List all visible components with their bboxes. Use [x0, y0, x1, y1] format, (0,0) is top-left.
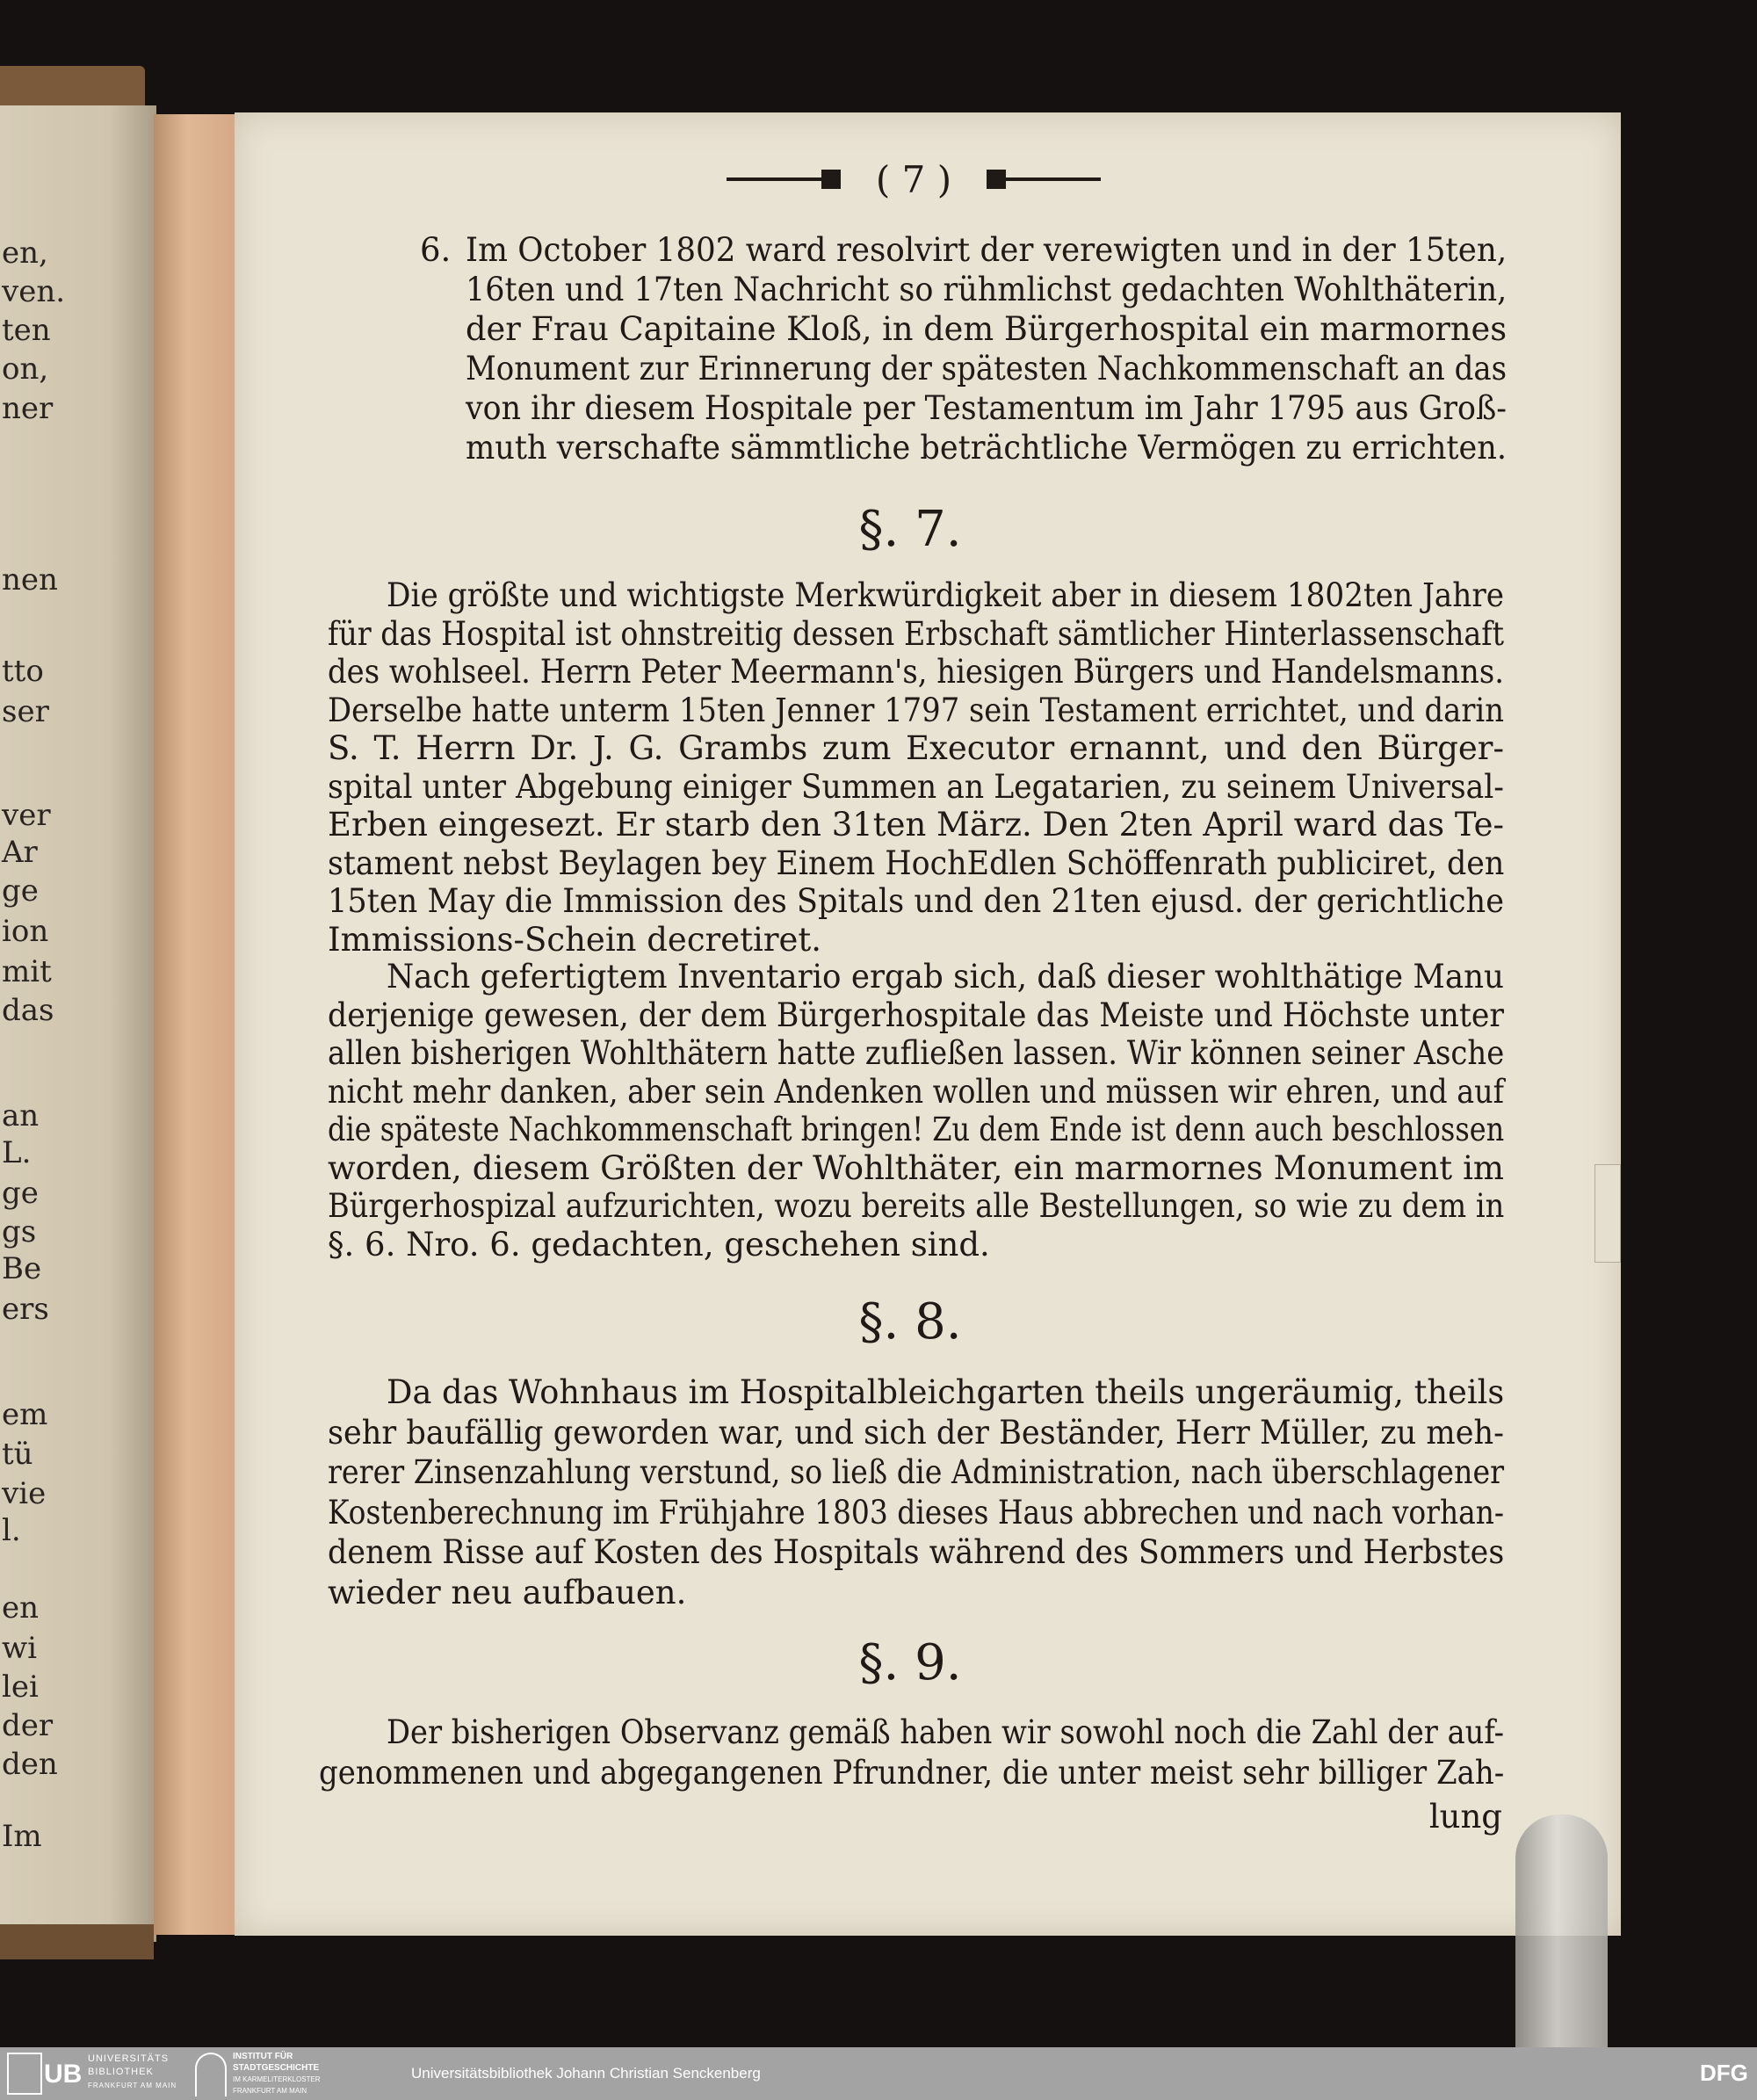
ub-name: [88, 2053, 177, 2092]
section-heading-7: §. 7.: [858, 501, 962, 558]
page-clip: [1515, 1814, 1608, 2047]
text-line: allen bisherigen Wohlthätern hatte zufließen lassen. Wir können seiner Asche: [328, 1034, 1505, 1072]
text-line: Im October 1802 ward resolvirt der verewigten und in der 15ten,: [466, 231, 1508, 269]
text-line: Nach gefertigtem Inventario ergab sich, daß dieser wohlthätige Manu: [387, 958, 1504, 996]
dfg-logo: DFG: [1700, 2060, 1748, 2086]
text-line: Die größte und wichtigste Merkwürdigkeit aber in diesem 1802ten Jahre: [387, 576, 1504, 614]
text-line: Da das Wohnhaus im Hospitalbleichgarten theils ungeräumig, theils: [387, 1373, 1505, 1411]
left-page-fragment: en: [2, 1590, 40, 1626]
left-page-fragment: ner: [2, 391, 54, 426]
text-line: derjenige gewesen, der dem Bürgerhospitale das Meiste und Höchste unter: [328, 996, 1504, 1034]
left-page-fragment: Be: [2, 1251, 42, 1286]
text-line: 15ten May die Immission des Spitals und den 21ten ejusd. der gerichtliche: [328, 882, 1504, 920]
library-name: Universitätsbibliothek Johann Christian Senckenberg: [411, 2065, 761, 2082]
left-page-fragment: L.: [2, 1135, 32, 1170]
left-page-fragment: Im: [2, 1819, 42, 1854]
text-line: Derselbe hatte unterm 15ten Jenner 1797 sein Testament errichtet, und darin: [328, 691, 1505, 729]
text-line: rerer Zinsenzahlung verstund, so ließ die Administration, nach überschlagener: [328, 1453, 1505, 1491]
left-page-fragment: mit: [2, 954, 52, 989]
text-line: Monument zur Erinnerung der spätesten Nachkommenschaft an das: [466, 350, 1507, 387]
text-line: spital unter Abgebung einiger Summen an Legatarien, zu seinem Universal-: [328, 767, 1504, 806]
text-line: wieder neu aufbauen.: [328, 1573, 687, 1611]
text-line: von ihr diesem Hospitale per Testamentum im Jahr 1795 aus Groß-: [466, 389, 1507, 427]
book-spine: [154, 114, 237, 1935]
left-page-fragment: das: [2, 993, 54, 1028]
left-page-fragment: Ar: [2, 835, 38, 870]
left-page-fragment: wi: [2, 1631, 37, 1666]
left-page-fragment: gs: [2, 1214, 37, 1249]
ub-name-line: BIBLIOTHEK: [88, 2067, 154, 2077]
text-line: S. T. Herrn Dr. J. G. Grambs zum Executor ernannt, und den Bürger-: [328, 729, 1504, 767]
text-line: nicht mehr danken, aber sein Andenken wollen und müssen wir ehren, und auf: [328, 1072, 1504, 1111]
text-line: sehr baufällig geworden war, und sich der Beständer, Herr Müller, zu meh-: [328, 1413, 1504, 1452]
footer-bar: [0, 2047, 1757, 2100]
text-line: Erben eingesezt. Er starb den 31ten März. Den 2ten April ward das Te-: [328, 806, 1504, 844]
catchword: lung: [1428, 1798, 1502, 1836]
text-line: Der bisherigen Observanz gemäß haben wir sowohl noch die Zahl der auf-: [387, 1713, 1505, 1751]
institut-arch-icon: [195, 2053, 227, 2096]
text-line: Immissions-Schein decretiret.: [328, 920, 822, 959]
ub-logo: UB: [44, 2060, 83, 2089]
left-page-fragment: den: [2, 1747, 58, 1782]
text-line: die späteste Nachkommenschaft bringen! Zu dem Ende ist denn auch beschlossen: [328, 1111, 1505, 1148]
text-line: Bürgerhospizal aufzurichten, wozu bereits alle Bestellungen, so wie zu dem in: [328, 1187, 1505, 1225]
institut-line: INSTITUT FÜR: [233, 2052, 293, 2061]
text-line: Kostenberechnung im Frühjahre 1803 dieses Haus abbrechen und nach vorhan-: [328, 1493, 1504, 1532]
ub-name-line: FRANKFURT AM MAIN: [88, 2082, 177, 2089]
left-page-fragment: ser: [2, 694, 49, 729]
text-line: stament nebst Beylagen bey Einem HochEdlen Schöffenrath publiciret, den: [328, 844, 1505, 882]
left-page-fragment: an: [2, 1098, 40, 1133]
section-heading-8: §. 8.: [858, 1293, 962, 1351]
ub-emblem-icon: [7, 2053, 42, 2095]
left-page-fragment: ver: [2, 798, 51, 833]
left-page-fragment: lei: [2, 1669, 39, 1705]
left-page-fragment: ers: [2, 1292, 49, 1327]
left-page-fragment: em: [2, 1397, 48, 1432]
institut-line: STADTGESCHICHTE: [233, 2063, 320, 2073]
text-line: denem Risse auf Kosten des Hospitals während des Sommers und Herbstes: [328, 1533, 1505, 1571]
left-page-fragment: vie: [2, 1476, 47, 1511]
left-page-fragment: ge: [2, 873, 39, 909]
left-page-fragment: en,: [2, 235, 48, 271]
left-page-fragment: on,: [2, 351, 49, 387]
left-page-fragment: tto: [2, 654, 44, 689]
left-page-fragment: ven.: [2, 274, 66, 309]
left-page-fragment: ten: [2, 313, 51, 348]
left-page-fragment: ge: [2, 1176, 39, 1211]
text-line: worden, diesem Größten der Wohlthäter, ein marmornes Monument im: [328, 1148, 1504, 1187]
left-page-fragment: der: [2, 1708, 54, 1743]
page-header: [712, 155, 1116, 204]
ornament-right-icon: [987, 173, 1101, 185]
text-line: der Frau Capitaine Kloß, in dem Bürgerhospital ein marmornes: [466, 310, 1508, 348]
text-line: §. 6. Nro. 6. gedachten, geschehen sind.: [328, 1225, 990, 1264]
text-line: für das Hospital ist ohnstreitig dessen Erbschaft sämtlicher Hinterlassenschaft: [328, 614, 1504, 653]
left-page-fragment: l.: [2, 1513, 21, 1548]
text-line: 16ten und 17ten Nachricht so rühmlichst gedachten Wohlthäterin,: [466, 271, 1508, 308]
item-number: 6.: [420, 231, 452, 269]
left-book-cover-bottom: [0, 1924, 154, 1959]
ornament-left-icon: [727, 173, 841, 185]
institut-line: FRANKFURT AM MAIN: [233, 2087, 307, 2095]
section-heading-9: §. 9.: [858, 1634, 962, 1691]
text-line: muth verschafte sämmtliche beträchtliche Vermögen zu errichten.: [466, 429, 1507, 467]
left-page-fragment: ion: [2, 914, 49, 949]
institut-line: IM KARMELITERKLOSTER: [233, 2075, 321, 2083]
left-page-fragment: tü: [2, 1437, 33, 1472]
institut-name: [233, 2051, 321, 2096]
text-line: genommenen und abgegangenen Pfrundner, die unter meist sehr billiger Zah-: [319, 1754, 1505, 1792]
left-page-fragment: nen: [2, 562, 58, 597]
ub-name-line: UNIVERSITÄTS: [88, 2053, 170, 2064]
text-line: des wohlseel. Herrn Peter Meermann's, hiesigen Bürgers und Handelsmanns.: [328, 653, 1504, 691]
page-tab: [1594, 1164, 1621, 1263]
page-number: ( 7 ): [875, 157, 952, 201]
